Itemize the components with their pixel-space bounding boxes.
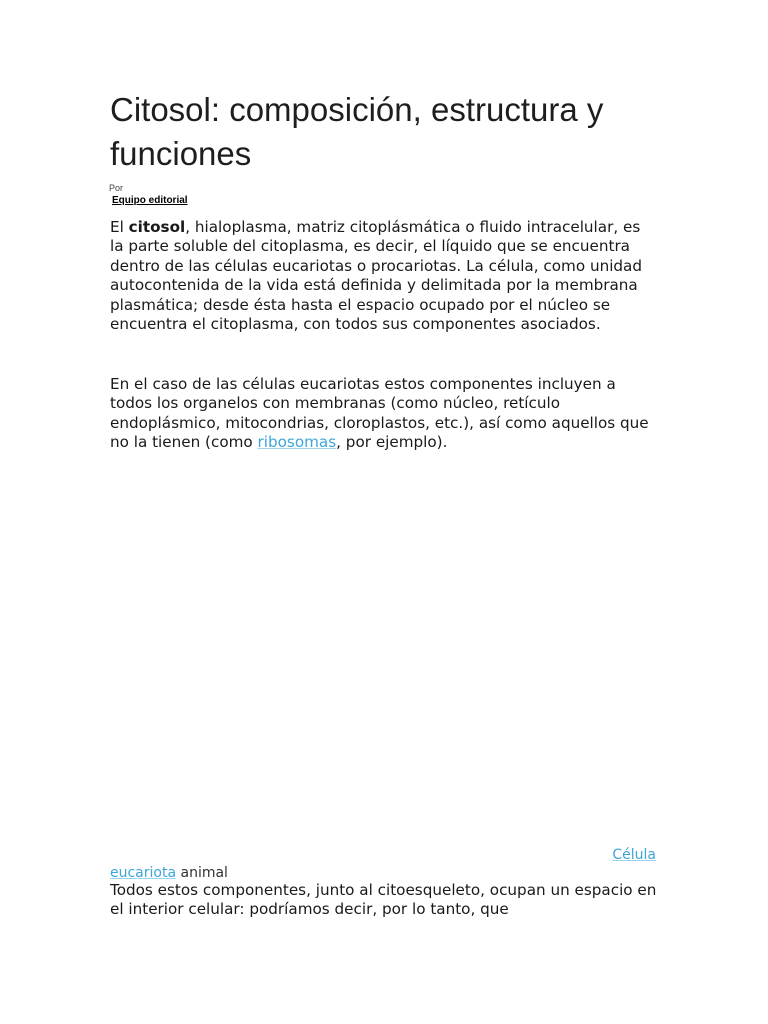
page-title: Citosol: composición, estructura y funciones — [110, 91, 604, 172]
author-link[interactable]: Equipo editorial — [112, 195, 188, 206]
eucariota-link[interactable]: eucariota — [110, 865, 177, 881]
ribosomas-link[interactable]: ribosomas — [257, 433, 337, 452]
caption-text: animal — [176, 865, 228, 881]
p1-text: , hialoplasma, matriz citoplásmática o fluido intracelular, es la parte soluble del citoplasma, es decir, el líquido que se encuentra dentro de las células eucariotas o procariotas. La célula, como unidad autocontenida de la vida está definida y delimitada por la membrana plasmática; desde ésta hasta el espacio ocupado por el núcleo se encuentra el citoplasma, con todos sus componentes asociados. — [110, 218, 642, 334]
p2-tail: , por ejemplo). — [336, 433, 448, 452]
byline-label: Por — [109, 183, 124, 193]
p2-text: En el caso de las células eucariotas estos componentes incluyen a todos los organelos con membranas (como núcleo, retículo endoplásmico, mitocondrias, cloroplastos, etc.), así como aquellos que no la tienen (como — [110, 375, 649, 452]
components-paragraph — [110, 375, 658, 453]
p1-lead: El — [110, 218, 129, 236]
celula-link[interactable]: Célula — [612, 847, 656, 863]
image-caption-link-start[interactable] — [612, 846, 656, 865]
term-citosol: citosol — [128, 218, 186, 236]
intro-paragraph — [110, 218, 658, 334]
cytoskeleton-paragraph: Todos estos componentes, junto al citoesqueleto, ocupan un espacio en el interior celular: podríamos decir, por lo tanto, que — [110, 881, 657, 919]
